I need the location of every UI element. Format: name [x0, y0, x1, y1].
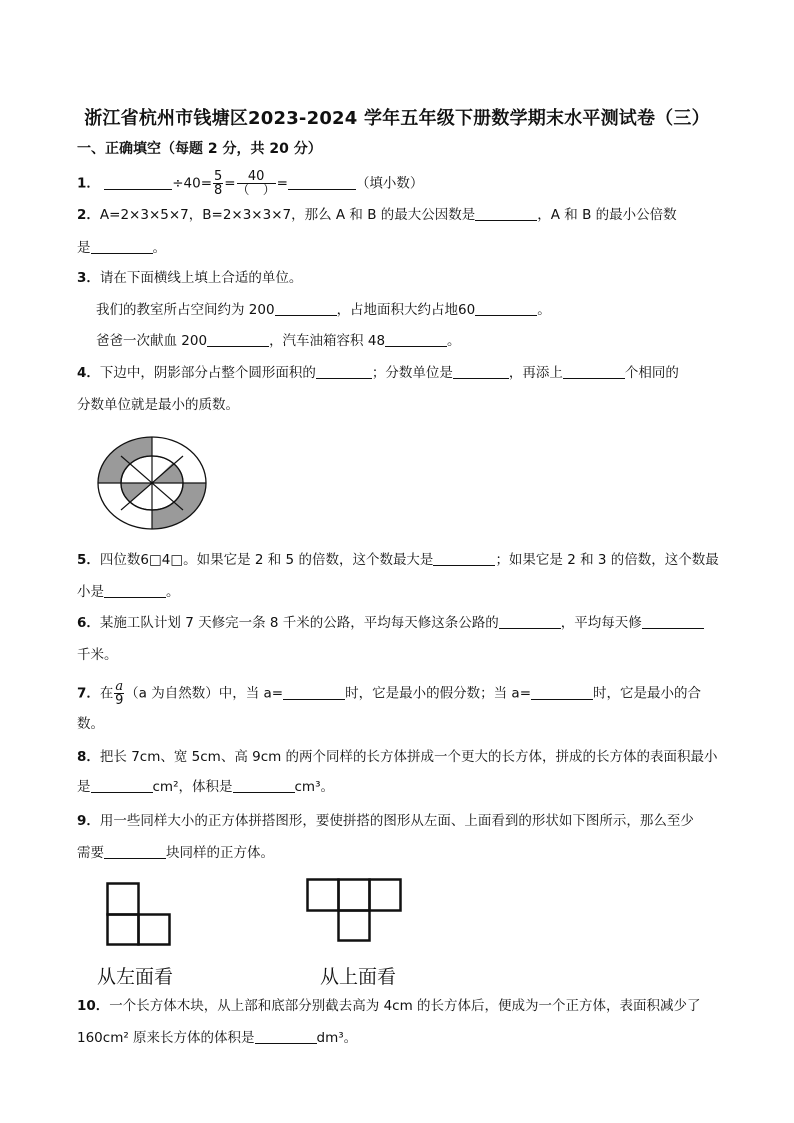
fraction-numerator: 5: [214, 169, 223, 184]
answer-blank[interactable]: [275, 301, 337, 316]
top-view-caption: 从上面看: [320, 966, 397, 988]
question-number: 2．: [77, 207, 100, 223]
answer-blank[interactable]: [563, 364, 625, 379]
question-text: 160cm² 原来长方体的体积是: [77, 1030, 255, 1046]
answer-blank[interactable]: [475, 206, 537, 221]
fraction-denominator: （ ）: [236, 183, 276, 198]
question-text: 我们的教室所占空间约为 200: [96, 302, 275, 318]
question-text: 把长 7cm、宽 5cm、高 9cm 的两个同样的长方体拼成一个更大的长方体，拼成的长方体的表面积最小: [99, 749, 718, 765]
question-6: [77, 613, 704, 633]
question-text: 需要: [77, 845, 104, 861]
question-text: 时，它是最小的合: [593, 685, 702, 702]
section-heading: 一、正确填空（每题 2 分，共 20 分）: [77, 141, 322, 157]
question-4-cont: [77, 395, 239, 415]
answer-blank[interactable]: [255, 1029, 317, 1044]
question-3: [77, 268, 302, 288]
page-title: 浙江省杭州市钱塘区2023-2024 学年五年级下册数学期末水平测试卷（三）: [84, 108, 710, 129]
answer-blank[interactable]: [531, 685, 593, 700]
top-view-figure: [306, 878, 404, 942]
answer-blank[interactable]: [385, 332, 447, 347]
question-3-line3: [96, 331, 461, 351]
question-text: （填小数）: [355, 175, 424, 192]
question-text: 数。: [77, 716, 104, 732]
fraction: [237, 170, 276, 197]
question-text: 用一些同样大小的正方体拼搭图形，要使拼搭的图形从左面、上面看到的形状如下图所示，那么至少: [99, 813, 694, 829]
question-number: 3．: [77, 270, 100, 286]
question-9: [77, 811, 694, 831]
question-7-cont: [77, 714, 104, 734]
question-text: 是: [77, 779, 91, 795]
cube-square: [308, 880, 339, 911]
question-text: ；如果它是 2 和 3 的倍数，这个数最: [495, 552, 719, 568]
question-5-cont: [77, 582, 180, 602]
fraction: [114, 680, 124, 707]
answer-blank[interactable]: [91, 778, 153, 793]
question-text: A=2×3×5×7，B=2×3×3×7，那么 A 和 B 的最大公因数是: [99, 207, 476, 223]
answer-blank[interactable]: [207, 332, 269, 347]
circle-figure: [96, 435, 208, 531]
question-text: 。: [537, 302, 551, 318]
answer-blank[interactable]: [104, 583, 166, 598]
cube-square: [339, 911, 370, 941]
fraction: [213, 170, 223, 197]
answer-blank[interactable]: [104, 844, 166, 859]
question-text: 在: [99, 685, 114, 702]
question-text: 爸爸一次献血 200: [96, 333, 208, 349]
fraction-numerator: 40: [237, 170, 276, 184]
question-8: [77, 747, 718, 767]
question-number: 9．: [77, 813, 100, 829]
question-text: （a 为自然数）中，当 a=: [125, 685, 284, 702]
question-text: ，占地面积大约占地60: [336, 302, 476, 318]
question-text: 一个长方体木块，从上部和底部分别截去高为 4cm 的长方体后，便成为一个正方体，表面积减少了: [109, 998, 701, 1014]
question-number: 7．: [77, 685, 100, 702]
question-number: 8．: [77, 749, 100, 765]
question-text: ，汽车油箱容积 48: [269, 333, 386, 349]
question-text: 块同样的正方体。: [166, 845, 274, 861]
question-text: 小是: [77, 584, 104, 600]
question-text: =: [276, 175, 288, 192]
question-text: 时，它是最小的假分数；当 a=: [345, 685, 532, 702]
answer-blank[interactable]: [104, 175, 172, 190]
question-number: 1．: [77, 175, 100, 192]
answer-blank[interactable]: [475, 301, 537, 316]
question-3-line2: [96, 300, 551, 320]
answer-blank[interactable]: [283, 685, 345, 700]
question-text: dm³。: [316, 1030, 358, 1046]
question-2-cont: [77, 238, 166, 258]
question-10: [77, 996, 701, 1016]
cube-square: [370, 880, 401, 911]
answer-blank[interactable]: [433, 551, 495, 566]
question-text: ，平均每天修: [560, 615, 642, 631]
question-text: cm³。: [294, 779, 334, 795]
question-5: [77, 550, 719, 570]
cube-square: [108, 884, 139, 915]
question-text: cm²，体积是: [152, 779, 233, 795]
question-6-cont: [77, 645, 118, 665]
left-view-figure: [106, 882, 172, 946]
question-text: 某施工队计划 7 天修完一条 8 千米的公路，平均每天修这条公路的: [99, 615, 499, 631]
question-text: ，A 和 B 的最小公倍数: [537, 207, 677, 223]
question-text: 个相同的: [624, 365, 679, 381]
question-text: ÷40=: [172, 175, 213, 192]
question-text: ，再添上: [508, 365, 563, 381]
cube-square: [139, 915, 170, 945]
question-1: [77, 170, 423, 197]
question-text: 。: [166, 584, 180, 600]
fraction-denominator: 8: [214, 183, 223, 198]
cube-square: [339, 880, 370, 911]
question-text: 。: [152, 240, 166, 256]
fraction-numerator: a: [115, 679, 124, 694]
question-10-cont: [77, 1028, 357, 1048]
question-2: [77, 205, 677, 225]
question-7: [77, 680, 701, 707]
question-text: =: [224, 175, 236, 192]
question-text: 请在下面横线上填上合适的单位。: [99, 270, 303, 286]
question-number: 5．: [77, 552, 100, 568]
question-text: 是: [77, 240, 91, 256]
fraction-denominator: 9: [115, 693, 124, 708]
answer-blank[interactable]: [288, 175, 356, 190]
question-8-cont: [77, 777, 334, 797]
question-text: 千米。: [77, 647, 118, 663]
answer-blank[interactable]: [453, 364, 509, 379]
cube-square: [108, 915, 139, 945]
question-text: ；分数单位是: [371, 365, 453, 381]
question-4: [77, 363, 679, 383]
left-view-caption: 从左面看: [97, 966, 174, 988]
question-number: 4．: [77, 365, 100, 381]
question-text: 下边中，阴影部分占整个圆形面积的: [99, 365, 316, 381]
answer-blank[interactable]: [499, 614, 561, 629]
question-text: 分数单位就是最小的质数。: [77, 397, 239, 413]
question-number: 6．: [77, 615, 100, 631]
answer-blank[interactable]: [233, 778, 295, 793]
answer-blank[interactable]: [91, 239, 153, 254]
question-text: 。: [447, 333, 461, 349]
question-number: 10．: [77, 998, 110, 1014]
question-text: 四位数6□4□。如果它是 2 和 5 的倍数，这个数最大是: [99, 552, 434, 568]
answer-blank[interactable]: [316, 364, 372, 379]
question-9-cont: [77, 843, 274, 863]
answer-blank[interactable]: [642, 614, 704, 629]
